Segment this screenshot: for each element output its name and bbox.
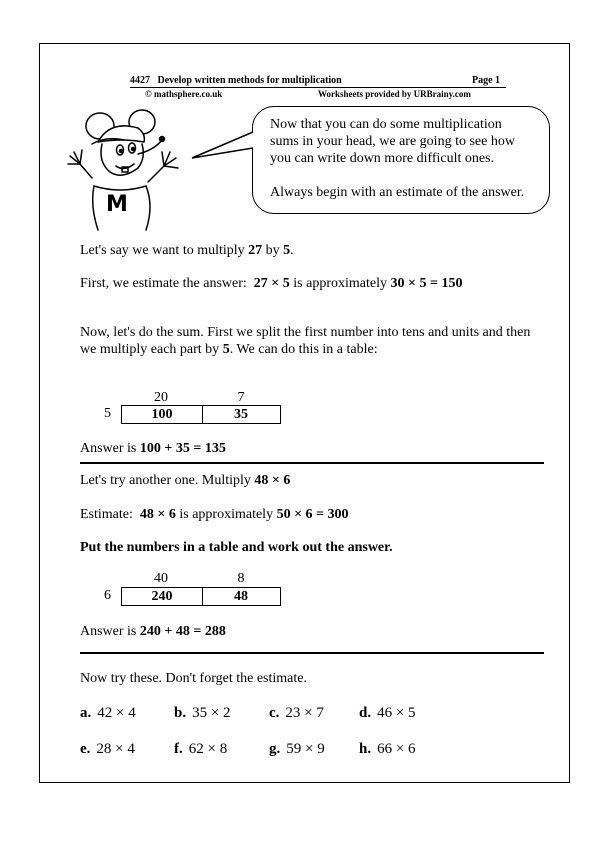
divider-1 [80,462,544,464]
table2 [121,587,281,606]
table1-tens-product: 100 [122,406,203,423]
shirt-letter: M [106,192,128,217]
problem-d: d. 46 × 5 [359,705,416,721]
table1-tens-header: 20 [154,390,168,405]
table1-units-header: 7 [237,390,245,405]
bubble-text [270,116,540,201]
header-underline [130,87,506,88]
table1-units-product: 35 [234,407,248,422]
example1-answer: Answer is 100 + 35 = 135 [80,441,226,456]
worksheet-title: Develop written methods for multiplication [157,75,342,86]
table1-multiplier: 5 [104,406,111,421]
example1-estimate: First, we estimate the answer: 27 × 5 is approximately 30 × 5 = 150 [80,276,463,291]
problem-b: b. 35 × 2 [174,705,231,721]
table2-units-product: 48 [234,589,248,604]
speech-bubble-tail [190,130,256,164]
header-title-row [130,75,506,86]
bubble-line-4: Always begin with an estimate of the answer. [270,185,525,200]
copyright: © mathsphere.co.uk [145,89,223,99]
worksheet-code: 4427 [130,75,150,86]
table2-units-header: 8 [237,571,245,586]
table1 [121,405,281,424]
example1-explain-2: we multiply each part by 5. We can do this in a table: [80,342,378,357]
table2-multiplier: 6 [104,588,111,603]
example2-instruction: Put the numbers in a table and work out the answer. [80,540,393,555]
provider: Worksheets provided by URBrainy.com [318,89,471,99]
example1-explain-1: Now, let's do the sum. First we split the first number into tens and units and then [80,325,531,340]
bubble-line-3: you can write down more difficult ones. [270,151,495,166]
problem-h: h. 66 × 6 [359,741,416,757]
problem-e: e. 28 × 4 [80,741,135,757]
problem-g: g. 59 × 9 [269,741,325,757]
table2-tens-product: 240 [122,588,203,605]
example2-estimate: Estimate: 48 × 6 is approximately 50 × 6 = 300 [80,507,349,522]
bubble-line-2: sums in your head, we are going to see how [270,134,515,149]
bubble-line-1: Now that you can do some multiplication [270,117,502,132]
example1-intro: Let's say we want to multiply 27 by 5. [80,243,294,258]
example2-answer: Answer is 240 + 48 = 288 [80,624,226,639]
page-number: Page 1 [472,75,501,86]
problem-c: c. 23 × 7 [269,705,324,721]
problem-f: f. 62 × 8 [174,741,228,757]
problem-a: a. 42 × 4 [80,705,136,721]
example2-intro: Let's try another one. Multiply 48 × 6 [80,473,291,488]
divider-2 [80,652,544,654]
practice-intro: Now try these. Don't forget the estimate. [80,671,307,686]
table2-tens-header: 40 [154,571,168,586]
